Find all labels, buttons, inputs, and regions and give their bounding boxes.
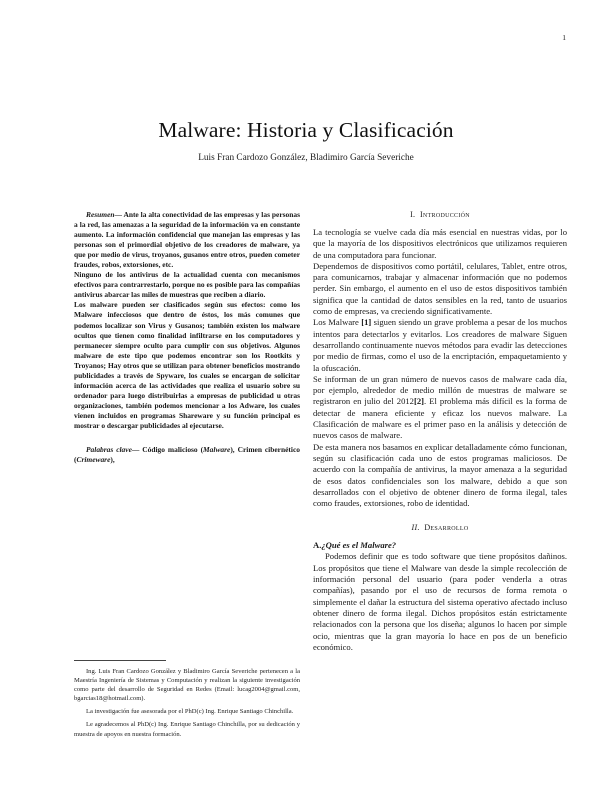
desarrollo-paragraph-1: Podemos definir que es todo software que tiene propósitos dañinos. Los propósitos que tiene el Malware van desde la simple recolección de información personal del usuario (para poder venderla a otras compañías), pasando por el uso de recursos de forma remota o simplemente el dañar la estructura del sistema operativo afectado incluso obtener dinero de forma ilegal. Dichos propósitos están estrictamente relacionados con la persona que los diseña; algunos lo hacen por simple ocio, mientras que la gran mayoría lo hace en pos de un beneficio económico. xyxy=(313,551,567,652)
subsection-title-a: ¿Qué es el Malware? xyxy=(321,540,397,551)
abstract-paragraph-2: Ninguno de los antivirus de la actualidad cuenta con mecanismos efectivos para contrarrestarlo, porque no es posible para las compañías antivirus abarcar las miles de muestras que reciben a diario. xyxy=(74,270,300,300)
section-title-2: Desarrollo xyxy=(424,523,469,533)
section-title-1: Introducción xyxy=(419,210,470,219)
footnote-2: La investigación fue asesorada por el PhD(c) Ing. Enrique Santiago Chinchilla. xyxy=(86,708,294,716)
abstract xyxy=(74,210,300,431)
keywords-text-c: ), xyxy=(110,455,115,465)
intro-p4-b: . El problema más difícil es la forma de detectar de manera eficiente y eficaz los nuevos malware. La Clasificación de malware es el primer paso en la análisis y detección de nuevos casos de malware. xyxy=(313,396,567,441)
right-column xyxy=(313,210,567,653)
introduction-text xyxy=(313,227,567,509)
abstract-paragraph-1 xyxy=(74,210,300,270)
subsection-heading-a xyxy=(313,540,567,550)
keywords-text-b: ), Crimen cibernético ( xyxy=(74,445,300,465)
footnote-1: Ing. Luis Fran Cardozo González y Bladimiro García Severiche pertenecen a la Maestría Ingeniería de Sistemas y Computación y realizan la siguiente investigación como parte del desarrollo de Seguridad en Redes (Email: lucag2004@gmail.com, bgarcias18@hotmail.com). xyxy=(74,668,300,703)
footnote-rule xyxy=(74,660,166,661)
keyword-crimeware: Crimeware xyxy=(76,455,111,465)
intro-paragraph-4 xyxy=(313,374,567,442)
section-heading-desarrollo xyxy=(313,523,567,532)
abstract-label: Resumen xyxy=(86,210,115,219)
page-number: 1 xyxy=(562,33,566,42)
intro-p3-b: siguen siendo un grave problema a pesar de los muchos intentos para detectarlos y evitarlos. Los creadores de malware Siguen desarrollando continuamente nuevos métodos para evadir las detecciones por medio de firmas, como el uso de la encriptación, empaquetamiento y la ofuscación. xyxy=(313,317,567,373)
citation-1: [1] xyxy=(361,317,372,328)
keywords-dash: — xyxy=(131,445,143,455)
section-number-2: II. xyxy=(411,523,420,533)
citation-2: [2] xyxy=(413,396,425,407)
footnote-3: Le agradecemos al PhD(c) Ing. Enrique Santiago Chinchilla, por su dedicación y muestra de apoyos en nuestra formación. xyxy=(74,721,300,738)
subsection-letter-a: A. xyxy=(313,540,322,551)
desarrollo-text xyxy=(313,551,567,653)
intro-p4-a: Se informan de un gran número de nuevos casos de malware cada día, por ejemplo, alrededor de medio millón de muestras de malware se registraron en julio del 2012 xyxy=(313,373,567,407)
paper-authors: Luis Fran Cardozo González, Bladimiro García Severiche xyxy=(198,153,414,163)
abstract-paragraph-3: Los malware pueden ser clasificados según sus efectos: como los Malware infecciosos que dentro de éstos, los más comunes que podemos localizar son Virus y Gusanos; también existen los malware ocultos que tienen como finalidad infiltrarse en los computadores y permanecer siempre oculto para cumplir con sus objetivos. Algunos malware de este tipo que podemos encontrar son los Rootkits y Troyanos; Hay otros que se utilizan para obtener beneficios mostrando publicidades a través de Spyware, los cuales se encargan de solicitar información acerca de las actividades que realiza el usuario sobre su ordenador para luego distribuirlas a empresas de publicidad u otras organizaciones, también podemos mencionar a los Adware, los cuales vienen incluidos en programas Shareware y su función principal es mostrar o descargar publicidades al ejecutarse. xyxy=(74,300,300,430)
paper-title: Malware: Historia y Clasificación xyxy=(158,118,454,142)
keywords-text-a: Código malicioso ( xyxy=(142,445,204,455)
intro-paragraph-5: De esta manera nos basamos en explicar detalladamente cómo funcionan, según su clasificación cada uno de estos programas maliciosos. De acuerdo con la compañía de antivirus, la mayor amenaza a la seguridad de esos datos confidenciales son los malware, debido a que son desarrollados con el objetivo de obtener dinero de forma ilegal, tales como fraudes, extorsiones, robo de identidad. xyxy=(313,441,567,509)
intro-paragraph-3 xyxy=(313,317,567,373)
intro-paragraph-2: Dependemos de dispositivos como portátil, celulares, Tablet, entre otros, para comunicarnos, trabajar y almacenar información que no podemos perder. Sin embargo, el aumento en el uso de estos dispositivos también significa que la cantidad de datos sensibles en la red, tanto de usuarios como de empresas, va creciendo significativamente. xyxy=(313,260,567,317)
left-column xyxy=(74,210,300,465)
keywords-label: Palabras clave xyxy=(86,445,132,455)
keyword-malware: Malware xyxy=(203,445,231,455)
intro-paragraph-1: La tecnología se vuelve cada día más esencial en nuestras vidas, por lo que la mayoría de los dispositivos electrónicos que utilizamos requieren de una computadora para funcionar. xyxy=(313,227,567,260)
section-number-1: I. xyxy=(410,210,416,219)
footnotes xyxy=(74,660,300,743)
abstract-text-1: Ante la alta conectividad de las empresas y las personas a la red, las amenazas a la seguridad de la información va en constante aumento. La información confidencial que manejan las empresas y las personas son el primordial objetivo de los creadores de malware, ya que por medio de virus, troyanos, gusanos entre otros, pueden cometer fraudes, robos, extorsiones, etc. xyxy=(74,210,300,270)
intro-p3-a: Los Malware xyxy=(313,317,362,328)
section-heading-introduction xyxy=(313,210,567,219)
keywords xyxy=(74,445,300,465)
abstract-dash: — xyxy=(114,210,124,219)
